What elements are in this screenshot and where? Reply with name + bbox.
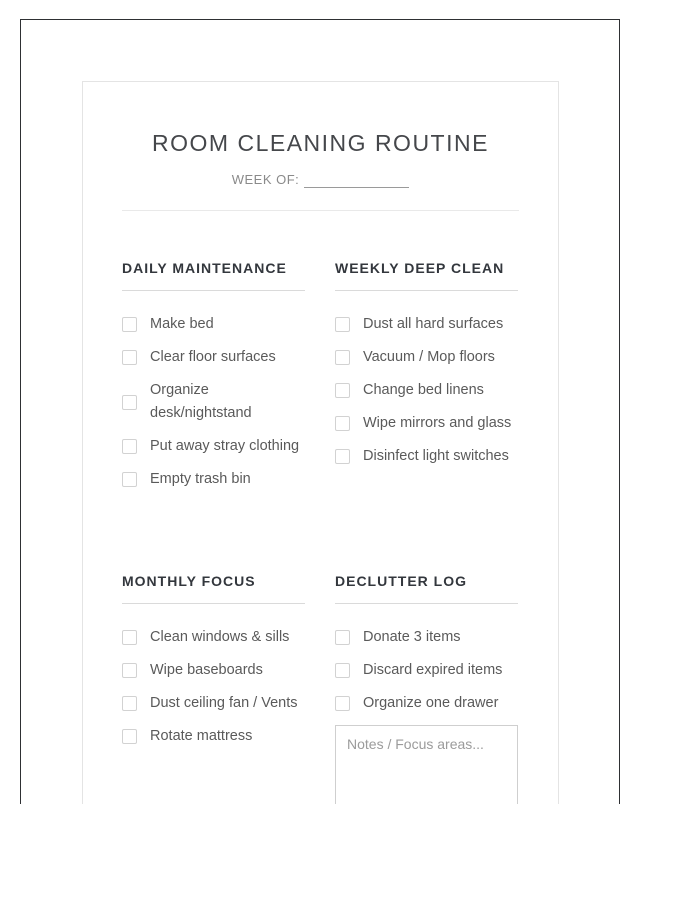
section-weekly-deep-clean: [335, 258, 518, 501]
header-divider: [122, 210, 519, 211]
checkbox-wipe-mirrors-and-glass[interactable]: [335, 416, 350, 431]
checklist-item-discard-expired-items[interactable]: [335, 659, 518, 682]
week-of-row: [122, 171, 519, 188]
item-label: Discard expired items: [363, 662, 503, 678]
item-label: Wipe baseboards: [150, 662, 263, 678]
checkbox-organize-one-drawer[interactable]: [335, 696, 350, 711]
section-items: [335, 626, 518, 715]
item-label: Dust all hard surfaces: [363, 316, 504, 332]
checklist-item-clear-floor-surfaces[interactable]: [122, 346, 305, 369]
checklist-item-organize-desk-nightstand[interactable]: [122, 379, 305, 425]
checkbox-donate-3-items[interactable]: [335, 630, 350, 645]
checkbox-make-bed[interactable]: [122, 317, 137, 332]
checkbox-empty-trash-bin[interactable]: [122, 472, 137, 487]
section-heading: MONTHLY FOCUS: [122, 571, 305, 604]
section-heading: WEEKLY DEEP CLEAN: [335, 258, 518, 291]
item-label: Clear floor surfaces: [150, 349, 276, 365]
sections-grid: [122, 258, 519, 804]
item-label: Wipe mirrors and glass: [363, 415, 512, 431]
item-label: Clean windows & sills: [150, 629, 290, 645]
routine-card: [82, 81, 559, 804]
checklist-item-organize-one-drawer[interactable]: [335, 692, 518, 715]
item-label: Dust ceiling fan / Vents: [150, 695, 298, 711]
checklist-item-empty-trash-bin[interactable]: [122, 468, 305, 491]
section-daily-maintenance: [122, 258, 305, 501]
item-label: Put away stray clothing: [150, 438, 300, 454]
checklist-item-dust-ceiling-fan-vents[interactable]: [122, 692, 305, 715]
checklist-item-clean-windows-sills[interactable]: [122, 626, 305, 649]
checklist-item-put-away-stray-clothing[interactable]: [122, 435, 305, 458]
checklist-item-vacuum-mop-floors[interactable]: [335, 346, 518, 369]
item-label: Disinfect light switches: [363, 448, 509, 464]
checkbox-rotate-mattress[interactable]: [122, 729, 137, 744]
checkbox-put-away-stray-clothing[interactable]: [122, 439, 137, 454]
checkbox-change-bed-linens[interactable]: [335, 383, 350, 398]
notes-textarea[interactable]: [335, 725, 518, 804]
checkbox-dust-all-hard-surfaces[interactable]: [335, 317, 350, 332]
checklist-item-rotate-mattress[interactable]: [122, 725, 305, 748]
item-label: Organize one drawer: [363, 695, 499, 711]
item-label: Empty trash bin: [150, 471, 251, 487]
week-of-label: WEEK OF:: [231, 172, 300, 187]
checklist-item-disinfect-light-switches[interactable]: [335, 445, 518, 468]
section-heading: DAILY MAINTENANCE: [122, 258, 305, 291]
checkbox-discard-expired-items[interactable]: [335, 663, 350, 678]
section-items: [122, 626, 305, 748]
checkbox-vacuum-mop-floors[interactable]: [335, 350, 350, 365]
item-label: Change bed linens: [363, 382, 484, 398]
checklist-item-make-bed[interactable]: [122, 313, 305, 336]
checkbox-clear-floor-surfaces[interactable]: [122, 350, 137, 365]
page-title: ROOM CLEANING ROUTINE: [152, 130, 489, 156]
item-label: Rotate mattress: [150, 728, 253, 744]
checkbox-dust-ceiling-fan-vents[interactable]: [122, 696, 137, 711]
section-declutter-log: [335, 571, 518, 804]
checklist-item-donate-3-items[interactable]: [335, 626, 518, 649]
checklist-item-change-bed-linens[interactable]: [335, 379, 518, 402]
checkbox-wipe-baseboards[interactable]: [122, 663, 137, 678]
item-label: Donate 3 items: [363, 629, 461, 645]
checkbox-organize-desk-nightstand[interactable]: [122, 395, 137, 410]
checkbox-clean-windows-sills[interactable]: [122, 630, 137, 645]
section-items: [122, 313, 305, 491]
item-label: Vacuum / Mop floors: [363, 349, 495, 365]
section-heading: DECLUTTER LOG: [335, 571, 518, 604]
checkbox-disinfect-light-switches[interactable]: [335, 449, 350, 464]
checklist-item-wipe-baseboards[interactable]: [122, 659, 305, 682]
week-of-blank-line: [304, 174, 409, 188]
section-monthly-focus: [122, 571, 305, 804]
checklist-item-dust-all-hard-surfaces[interactable]: [335, 313, 518, 336]
item-label: Make bed: [150, 316, 214, 332]
checklist-item-wipe-mirrors-and-glass[interactable]: [335, 412, 518, 435]
section-items: [335, 313, 518, 468]
item-label: Organize desk/nightstand: [150, 382, 252, 421]
